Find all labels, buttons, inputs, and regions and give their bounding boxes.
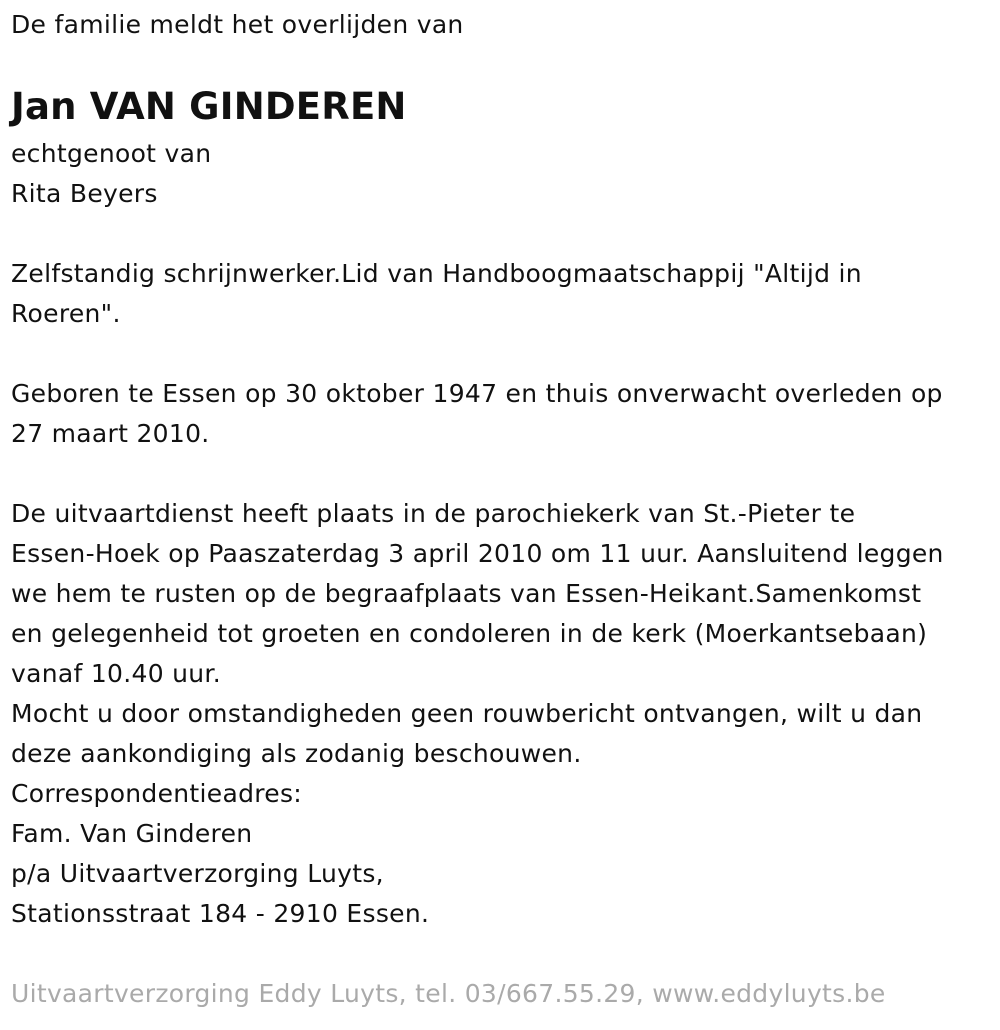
spouse-name: Rita Beyers xyxy=(11,179,158,208)
service-line: we hem te rusten op de begraafplaats van Essen-Heikant.Samenkomst xyxy=(11,579,922,608)
occupation-paragraph xyxy=(11,254,862,334)
birth-death-line: Geboren te Essen op 30 oktober 1947 en thuis onverwacht overleden op xyxy=(11,379,943,408)
occupation-line: Zelfstandig schrijnwerker.Lid van Handboogmaatschappij "Altijd in xyxy=(11,259,862,288)
intro-text: De familie meldt het overlijden van xyxy=(11,10,464,39)
correspondence-label: Correspondentieadres: xyxy=(11,779,303,808)
birth-death-paragraph xyxy=(11,374,943,454)
funeral-home-footer: Uitvaartverzorging Eddy Luyts, tel. 03/667.55.29, www.eddyluyts.be xyxy=(11,979,886,1008)
funeral-service-paragraph xyxy=(11,494,944,934)
correspondence-care-of: p/a Uitvaartverzorging Luyts, xyxy=(11,859,384,888)
correspondence-address: Stationsstraat 184 - 2910 Essen. xyxy=(11,899,430,928)
occupation-line: Roeren". xyxy=(11,299,121,328)
service-line: Mocht u door omstandigheden geen rouwbericht ontvangen, wilt u dan xyxy=(11,699,923,728)
service-line: De uitvaartdienst heeft plaats in de parochiekerk van St.-Pieter te xyxy=(11,499,856,528)
service-line: en gelegenheid tot groeten en condoleren in de kerk (Moerkantsebaan) xyxy=(11,619,928,648)
spouse-relation: echtgenoot van xyxy=(11,139,212,168)
deceased-name: Jan VAN GINDEREN xyxy=(11,85,407,128)
service-line: vanaf 10.40 uur. xyxy=(11,659,221,688)
service-line: deze aankondiging als zodanig beschouwen. xyxy=(11,739,582,768)
correspondence-name: Fam. Van Ginderen xyxy=(11,819,253,848)
spouse-block xyxy=(11,134,211,214)
birth-death-line: 27 maart 2010. xyxy=(11,419,210,448)
service-line: Essen-Hoek op Paaszaterdag 3 april 2010 om 11 uur. Aansluitend leggen xyxy=(11,539,944,568)
